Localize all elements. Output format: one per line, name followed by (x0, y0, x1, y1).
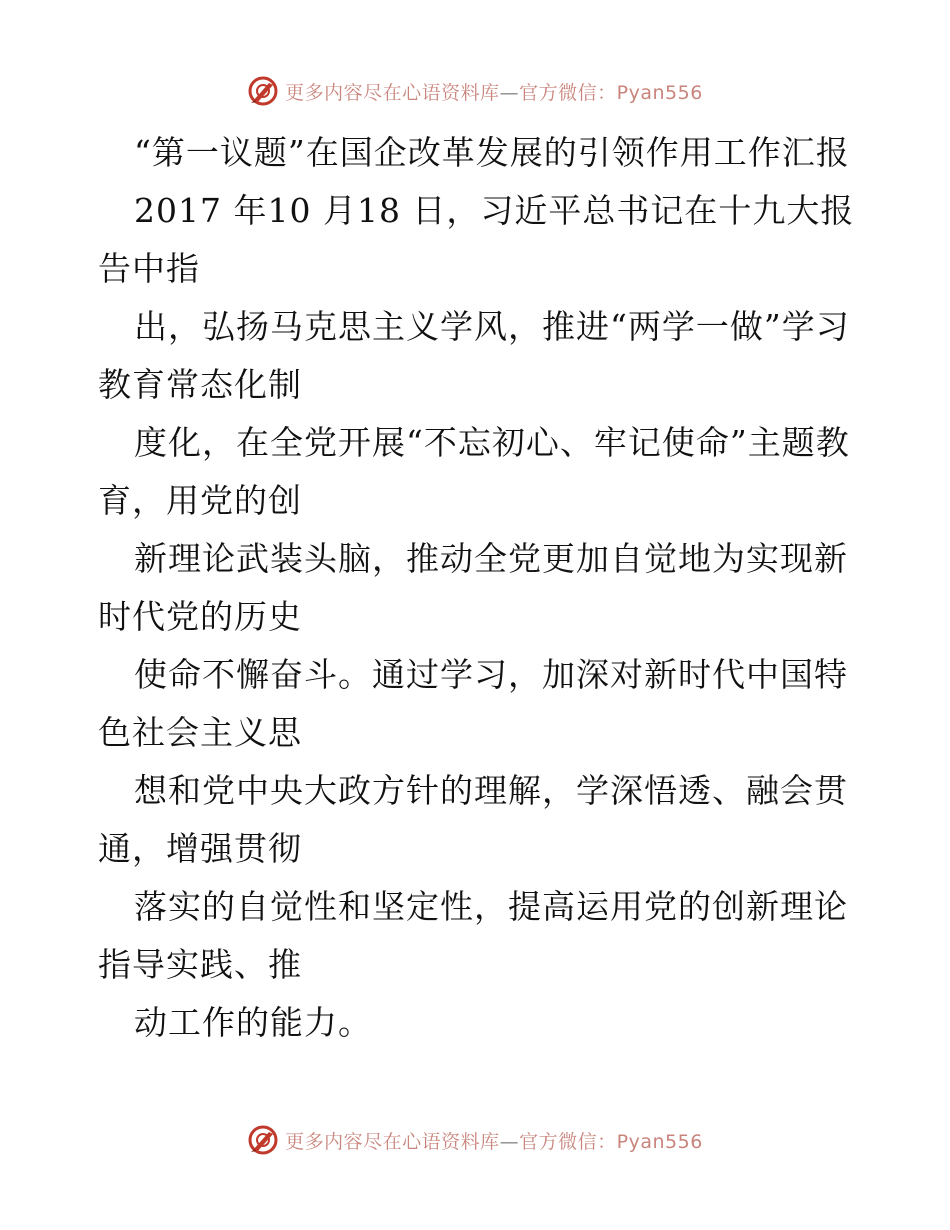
paragraph-line: 新理论武装头脑，推动全党更加自觉地为实现新时代党的历史 (98, 539, 848, 636)
paragraph-line: 想和党中央大政方针的理解，学深悟透、融会贯通，增强贯彻 (98, 771, 848, 868)
paragraph-line: 出，弘扬马克思主义学风，推进“两学一做”学习教育常态化制 (98, 307, 850, 404)
footer-banner (0, 1120, 950, 1160)
banner-promo-text: 更多内容尽在心语资料库 (285, 81, 500, 104)
paragraph-line: 动工作的能力。 (134, 1003, 372, 1042)
banner-contact-text: 官方微信：Pyan556 (519, 81, 703, 104)
paragraph-line: 使命不懈奋斗。通过学习，加深对新时代中国特色社会主义思 (98, 655, 848, 752)
pen-logo-icon (247, 1124, 279, 1156)
banner-promo-text: 更多内容尽在心语资料库 (285, 1130, 500, 1153)
pen-logo-icon (247, 75, 279, 107)
banner-label (285, 1127, 703, 1154)
banner-contact-text: 官方微信：Pyan556 (519, 1130, 703, 1153)
banner-label (285, 78, 703, 105)
banner-separator: — (499, 81, 520, 104)
header-banner (0, 71, 950, 111)
document-body (98, 124, 858, 1052)
paragraph-line: 落实的自觉性和坚定性，提高运用党的创新理论指导实践、推 (98, 887, 848, 984)
paragraph-line: 2017 年10 月18 日，习近平总书记在十九大报告中指 (98, 191, 855, 288)
banner-separator: — (499, 1130, 520, 1153)
document-title: “第一议题”在国企改革发展的引领作用工作汇报 (134, 133, 850, 172)
paragraph-line: 度化，在全党开展“不忘初心、牢记使命”主题教育，用党的创 (98, 423, 850, 520)
